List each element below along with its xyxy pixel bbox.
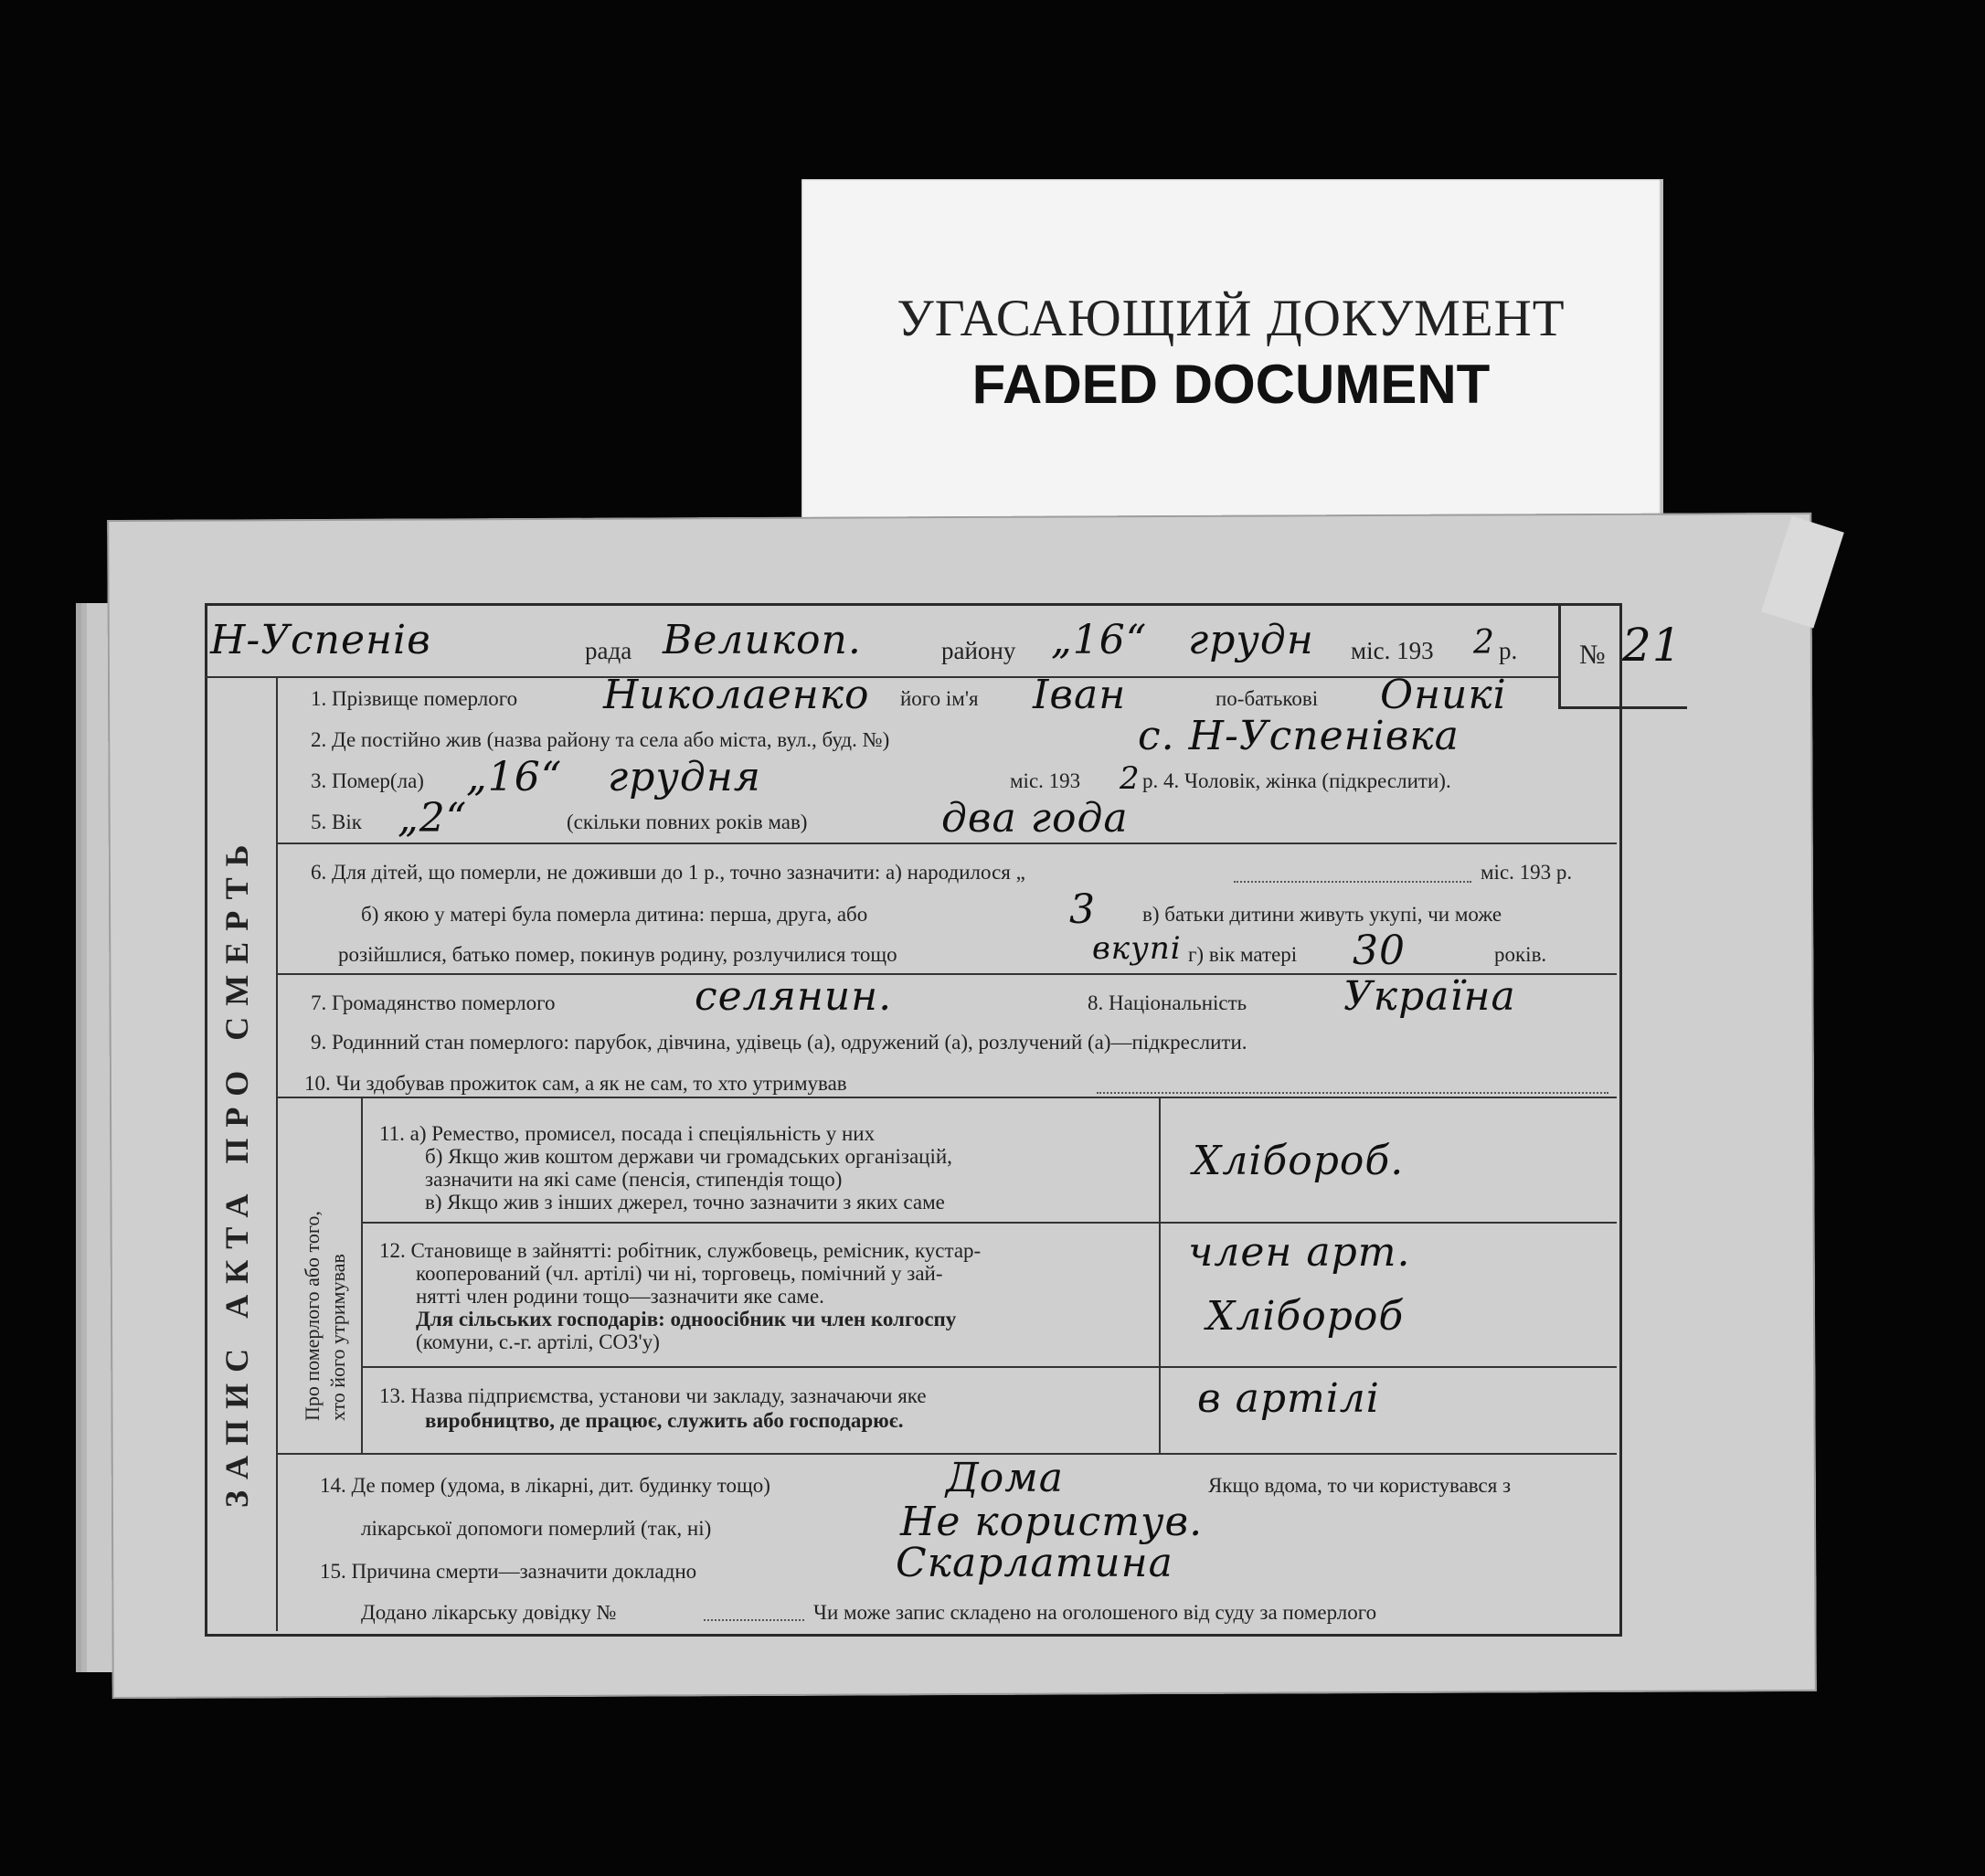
label-mis: міс. 193	[1351, 637, 1434, 664]
row11-line3: зазначити на які саме (пенсія, стипендія тощо)	[425, 1168, 843, 1191]
label-number: №	[1579, 640, 1606, 670]
hw-patronymic: Оникі	[1380, 672, 1507, 718]
row6-line1: 6. Для дітей, що померли, не доживши до 1 р., точно зазначити: а) народилося „	[311, 861, 1025, 884]
row6-line3c: років.	[1494, 943, 1547, 966]
hw-death-month: грудня	[608, 754, 761, 800]
row16-label-b: Чи може запис складено на оголошеного від суду за померлого	[813, 1601, 1377, 1624]
row1-label: 1. Прізвище померлого	[311, 687, 518, 710]
banner-title-ru: УГАСАЮЩИЙ ДОКУМЕНТ	[897, 290, 1566, 347]
hw-parents: вкупі	[1092, 930, 1182, 967]
row7-label: 7. Громадянство померлого	[311, 991, 556, 1014]
hw-surname: Николаенко	[603, 672, 870, 718]
hw-council: Н-Успенів	[210, 617, 431, 663]
hw-nationality: Україна	[1343, 973, 1516, 1020]
row15-label: 15. Причина смерти—зазначити докладно	[320, 1560, 697, 1583]
side-label-line1: Про померлого або того,	[301, 1211, 324, 1421]
hw-mother-age: 30	[1353, 927, 1406, 974]
label-rada: рада	[585, 637, 632, 664]
row11-line4: в) Якщо жив з інших джерел, точно зазначити з яких саме	[425, 1191, 945, 1214]
hw-employment-2: Хлібороб	[1206, 1293, 1405, 1340]
hw-residence: с. Н-Успенівка	[1138, 713, 1460, 759]
label-rayonu: району	[941, 637, 1016, 664]
row8-label: 8. Національність	[1088, 991, 1247, 1014]
hw-citizenship: селянин.	[695, 973, 893, 1020]
row14-line2: лікарської допомоги померлий (так, ні)	[361, 1517, 712, 1540]
rule-after-row10	[276, 1097, 1617, 1098]
faded-document-banner	[801, 179, 1663, 525]
hw-death-day: „16“	[466, 754, 563, 800]
hw-occupation: Хлібороб.	[1193, 1138, 1405, 1184]
hw-workplace: в артілі	[1197, 1375, 1380, 1422]
row13-line1: 13. Назва підприємства, установи чи закладу, зазначаючи яке	[379, 1384, 927, 1407]
row12-line2: кооперований (чл. артілі) чи ні, торговець, помічний у зай-	[416, 1262, 943, 1285]
row13-line2: виробництво, де працює, служить або господарює.	[425, 1409, 904, 1432]
row3-label-sex: р. 4. Чоловік, жінка (підкреслити).	[1142, 769, 1451, 792]
hw-child-order: 3	[1069, 886, 1096, 933]
header-rule	[205, 676, 1558, 678]
row9-label: 9. Родинний стан померлого: парубок, дівчина, удівець (а), одружений (а), розлучений (а)—підкреслити.	[311, 1031, 1247, 1054]
row1-label-patronymic: по-батькові	[1215, 687, 1319, 710]
vertical-title: ЗАПИС АКТА ПРО СМЕРТЬ	[218, 833, 255, 1508]
hw-year-digit: 2	[1473, 624, 1495, 662]
side-column-rule	[361, 1097, 363, 1453]
hw-month: грудн	[1188, 617, 1314, 663]
banner-title-en: FADED DOCUMENT	[971, 354, 1491, 415]
answer-column-rule	[1159, 1097, 1161, 1453]
hw-name: Іван	[1033, 672, 1127, 718]
row2-label: 2. Де постійно жив (назва району та села або міста, вул., буд. №)	[311, 728, 890, 751]
row6-line3a: розійшлися, батько помер, покинув родину, розлучилися тощо	[338, 943, 897, 966]
row12-line1: 12. Становище в зайнятті: робітник, службовець, ремісник, кустар-	[379, 1239, 982, 1262]
hw-employment-1: член арт.	[1188, 1229, 1411, 1276]
row3-label-mis: міс. 193	[1010, 769, 1081, 792]
row6-dots	[1234, 881, 1471, 883]
hw-medical-help: Не користув.	[900, 1499, 1204, 1545]
label-r: р.	[1499, 637, 1518, 664]
left-margin-rule	[276, 676, 278, 1631]
row12-line5: (комуни, с.-г. артілі, СОЗ'у)	[416, 1330, 660, 1353]
hw-district: Великоп.	[663, 617, 862, 663]
row5-label: 5. Вік	[311, 811, 362, 833]
hw-place-of-death: Дома	[946, 1455, 1064, 1501]
row12-line4: Для сільських господарів: одноосібник чи член колгоспу	[416, 1308, 957, 1330]
row6-line2b: в) батьки дитини живуть укупі, чи може	[1142, 903, 1502, 926]
row1-label-name: його ім'я	[900, 687, 979, 710]
row6-line2a: б) якою у матері була померла дитина: перша, друга, або	[361, 903, 868, 926]
row12-line3: нятті член родини тощо—зазначити яке саме.	[416, 1285, 824, 1308]
side-label	[300, 1211, 351, 1421]
row6-line1-end: міс. 193 р.	[1481, 861, 1573, 884]
row10-dots	[1097, 1092, 1608, 1094]
side-label-line2: хто його утримував	[326, 1254, 349, 1421]
row14-label: 14. Де помер (удома, в лікарні, дит. будинку тощо)	[320, 1474, 770, 1497]
hw-death-year: 2	[1120, 760, 1141, 797]
row11-line2: б) Якщо жив коштом держави чи громадських організацій,	[425, 1145, 952, 1168]
hw-age: „2“	[398, 795, 468, 842]
row3-label: 3. Помер(ла)	[311, 769, 424, 792]
hw-day: „16“	[1051, 617, 1148, 663]
hw-cause-of-death: Скарлатина	[896, 1540, 1173, 1586]
row6-line3b: г) вік матері	[1188, 943, 1298, 966]
rule-after-row5	[276, 843, 1617, 844]
rule-after-row11	[361, 1222, 1617, 1224]
row16-dots	[704, 1619, 804, 1621]
row10-label: 10. Чи здобував прожиток сам, а як не сам, то хто утримував	[304, 1072, 847, 1095]
row5-label-years: (скільки повних років мав)	[567, 811, 808, 833]
hw-record-number: 21	[1622, 619, 1682, 672]
row14-label-b: Якщо вдома, то чи користувався з	[1208, 1474, 1512, 1497]
rule-after-row12	[361, 1366, 1617, 1368]
hw-age-words: два года	[941, 795, 1129, 842]
row16-label: Додано лікарську довідку №	[361, 1601, 617, 1624]
row11-line1: 11. а) Ремество, промисел, посада і спеціяльність у них	[379, 1122, 876, 1145]
